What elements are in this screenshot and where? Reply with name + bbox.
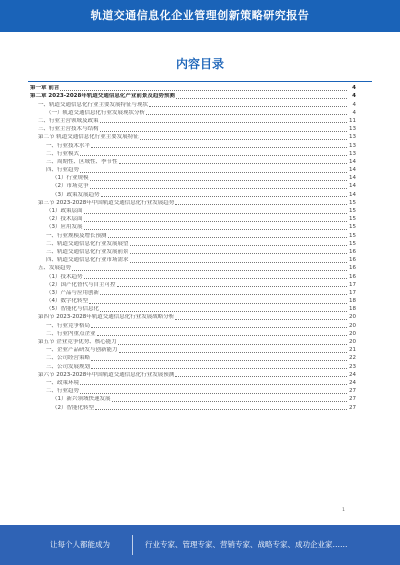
toc-entry-label: 三、轨道交通信息化行业发展前景 <box>46 248 129 255</box>
toc-leader-dots <box>95 409 347 410</box>
toc-entry[interactable] <box>30 321 356 329</box>
toc-leader-dots <box>90 188 348 189</box>
toc-entry-page: 16 <box>349 265 356 272</box>
toc-entry[interactable] <box>30 354 356 362</box>
toc-entry-label: 第二节 轨道交通信息化行业主要发展特征 <box>38 134 139 141</box>
toc-entry[interactable] <box>30 371 356 379</box>
toc-entry[interactable] <box>30 100 356 108</box>
toc-entry[interactable] <box>30 330 356 338</box>
toc-entry-label: 三、公司发展规划 <box>46 363 91 370</box>
toc-leader-dots <box>91 368 347 369</box>
toc-entry-label: （2）市场竞争 <box>52 183 89 190</box>
toc-leader-dots <box>100 294 347 295</box>
toc-entry-label: （3）产品与应用创新 <box>46 289 99 296</box>
toc-entry[interactable] <box>30 84 356 92</box>
toc-entry-label: （一）轨道交通信息化行业发展现状分析 <box>46 109 146 116</box>
toc-entry[interactable] <box>30 346 356 354</box>
toc-entry[interactable] <box>30 109 356 117</box>
toc-leader-dots <box>97 335 347 336</box>
heading-divider <box>28 81 372 82</box>
toc-leader-dots <box>175 204 347 205</box>
toc-entry-page: 4 <box>352 85 356 92</box>
toc-leader-dots <box>119 163 347 164</box>
toc-entry[interactable] <box>30 297 356 305</box>
report-title: 轨道交通信息化企业管理创新策略研究报告 <box>90 9 310 22</box>
toc-entry[interactable] <box>30 158 356 166</box>
toc-entry[interactable] <box>30 264 356 272</box>
toc-entry[interactable] <box>30 166 356 174</box>
toc-entry-page: 4 <box>352 109 356 116</box>
toc-entry-page: 13 <box>349 126 356 133</box>
toc-entry[interactable] <box>30 117 356 125</box>
toc-entry-page: 16 <box>349 248 356 255</box>
toc-entry-label: （3）政策发展趋势 <box>52 191 100 198</box>
toc-entry[interactable] <box>30 281 356 289</box>
toc-entry-page: 13 <box>349 150 356 157</box>
toc-entry-page: 13 <box>349 142 356 149</box>
toc-entry-label: 一、轨道交通信息化行业主要发展特征与现状 <box>38 101 149 108</box>
toc-leader-dots <box>91 327 347 328</box>
toc-entry[interactable] <box>30 231 356 239</box>
toc-entry[interactable] <box>30 248 356 256</box>
toc-leader-dots <box>117 286 347 287</box>
toc-leader-dots <box>60 90 347 91</box>
toc-leader-dots <box>100 122 347 123</box>
toc-entry[interactable] <box>30 174 356 182</box>
toc-leader-dots <box>90 180 348 181</box>
toc-entry[interactable] <box>30 240 356 248</box>
toc-leader-dots <box>175 376 347 377</box>
toc-entry-label: 五、发展趋势 <box>38 265 72 272</box>
toc-entry-label: 四、行业趋势 <box>46 167 80 174</box>
toc-entry-page: 11 <box>349 117 356 124</box>
toc-leader-dots <box>130 245 347 246</box>
toc-entry-page: 20 <box>349 314 356 321</box>
toc-leader-dots <box>84 278 348 279</box>
footer-divider <box>132 535 133 555</box>
toc-entry[interactable] <box>30 362 356 370</box>
toc-leader-dots <box>84 213 348 214</box>
toc-entry-page: 15 <box>349 240 356 247</box>
report-header <box>0 0 400 32</box>
toc-leader-dots <box>130 262 347 263</box>
toc-entry-label: 二、行业模式 <box>46 150 80 157</box>
toc-entry-label: （2）技术层面 <box>46 216 83 223</box>
table-of-contents <box>30 84 356 412</box>
toc-entry[interactable] <box>30 125 356 133</box>
toc-entry-page: 14 <box>349 167 356 174</box>
toc-entry-page: 17 <box>349 289 356 296</box>
toc-entry[interactable] <box>30 313 356 321</box>
toc-entry-page: 27 <box>349 404 356 411</box>
toc-entry-page: 14 <box>349 183 356 190</box>
toc-entry-page: 21 <box>349 347 356 354</box>
toc-leader-dots <box>140 139 347 140</box>
toc-entry-page: 14 <box>349 158 356 165</box>
toc-entry-label: （1）政策层面 <box>46 208 83 214</box>
toc-entry-page: 20 <box>349 339 356 345</box>
toc-entry-page: 16 <box>349 257 356 264</box>
toc-entry-label: （3）应用发展 <box>46 224 83 231</box>
toc-entry-label: （1）新兴领域快速发展 <box>52 396 111 403</box>
toc-entry-label: 第二章 2023-2028年轨道交通信息化产业前景及趋势预测 <box>30 93 175 100</box>
toc-entry-page: 15 <box>349 208 356 214</box>
toc-entry-label: （5）智能化与信息化 <box>46 306 99 313</box>
toc-entry[interactable] <box>30 182 356 190</box>
toc-heading: 内容目录 <box>175 57 224 71</box>
toc-entry-label: 第六节 2023-2028年中国轨道交通信息化行业发展预测 <box>38 371 175 378</box>
toc-leader-dots <box>91 147 347 148</box>
page-number: 1 <box>342 508 345 513</box>
toc-entry-label: 第一章 前言 <box>30 85 60 92</box>
toc-entry-page: 13 <box>349 134 356 141</box>
toc-entry[interactable] <box>30 338 356 346</box>
toc-entry-label: 一、行业竞争格局 <box>46 322 91 329</box>
toc-entry-page: 17 <box>349 281 356 288</box>
toc-leader-dots <box>119 352 347 353</box>
toc-entry-page: 15 <box>349 224 356 231</box>
toc-entry-label: 第四节 2023-2028年轨道交通信息化行业发展战略分析 <box>38 314 175 321</box>
toc-entry-label: 第五节 企业竞争优势、核心能力 <box>38 339 117 345</box>
toc-entry[interactable] <box>30 403 356 411</box>
toc-entry-label: 四、轨道交通信息化行业市场需求 <box>46 257 129 264</box>
toc-entry-page: 20 <box>349 330 356 337</box>
toc-leader-dots <box>100 131 347 132</box>
toc-entry-label: （4）数字化转型 <box>46 298 88 305</box>
toc-leader-dots <box>84 221 348 222</box>
toc-entry-label: 三、周期性、区域性、季节性 <box>46 158 118 165</box>
toc-entry-page: 14 <box>349 191 356 198</box>
toc-entry-label: 二、行业趋势 <box>46 388 80 395</box>
toc-entry-page: 15 <box>349 199 356 206</box>
toc-leader-dots <box>80 172 347 173</box>
toc-entry[interactable] <box>30 92 356 100</box>
footer-tagline: 行业专家、管理专家、营销专家、战略专家、成功企业家…… <box>145 540 348 549</box>
toc-entry[interactable] <box>30 207 356 215</box>
toc-leader-dots <box>130 253 347 254</box>
toc-entry-page: 22 <box>349 355 356 362</box>
toc-entry[interactable] <box>30 150 356 158</box>
toc-entry-page: 4 <box>352 101 356 108</box>
toc-entry-label: 二、行业主营领域及政策 <box>38 117 99 124</box>
toc-entry-label: （2）智能化转型 <box>52 404 94 411</box>
toc-entry[interactable] <box>30 133 356 141</box>
toc-leader-dots <box>146 114 347 115</box>
toc-entry-page: 16 <box>349 273 356 280</box>
toc-entry-page: 14 <box>349 175 356 182</box>
toc-leader-dots <box>80 155 347 156</box>
toc-leader-dots <box>149 106 347 107</box>
toc-leader-dots <box>175 319 347 320</box>
toc-entry[interactable] <box>30 289 356 297</box>
toc-leader-dots <box>100 311 347 312</box>
toc-entry[interactable] <box>30 379 356 387</box>
toc-entry[interactable] <box>30 199 356 207</box>
toc-entry-page: 15 <box>349 216 356 223</box>
footer-slogan: 让每个人都能成为 <box>50 540 110 549</box>
toc-entry[interactable] <box>30 141 356 149</box>
toc-leader-dots <box>91 360 347 361</box>
toc-entry-label: 第三节 2023-2028年中国轨道交通信息化行业发展趋势 <box>38 199 175 206</box>
toc-entry-page: 27 <box>349 388 356 395</box>
toc-entry-label: （2）国产化替代与自主可控 <box>46 281 116 288</box>
toc-entry-page: 27 <box>349 396 356 403</box>
toc-entry-page: 18 <box>349 306 356 313</box>
footer-banner <box>0 525 400 565</box>
toc-entry-label: 一、政策环境 <box>46 379 80 386</box>
toc-leader-dots <box>101 196 348 197</box>
toc-entry[interactable] <box>30 272 356 280</box>
toc-entry-page: 18 <box>349 298 356 305</box>
toc-entry-page: 20 <box>349 322 356 329</box>
toc-leader-dots <box>118 344 347 345</box>
toc-entry-label: （1）技术趋势 <box>46 273 83 280</box>
toc-entry[interactable] <box>30 256 356 264</box>
toc-entry-page: 15 <box>349 232 356 239</box>
toc-entry-label: 二、行业内重点企业 <box>46 330 96 337</box>
toc-entry[interactable] <box>30 387 356 395</box>
toc-entry-label: 一、行业技术水平 <box>46 142 91 149</box>
toc-entry[interactable] <box>30 305 356 313</box>
toc-entry-page: 24 <box>349 379 356 386</box>
toc-entry-page: 24 <box>349 371 356 378</box>
toc-leader-dots <box>89 303 347 304</box>
toc-entry-label: 一、行业规模及增长预测 <box>46 232 107 239</box>
toc-entry-label: 二、公司经营策略 <box>46 355 91 362</box>
toc-leader-dots <box>176 98 347 99</box>
toc-entry-page: 4 <box>352 93 356 100</box>
toc-entry-page: 23 <box>349 363 356 370</box>
toc-leader-dots <box>80 393 347 394</box>
toc-leader-dots <box>84 229 348 230</box>
toc-entry[interactable] <box>30 395 356 403</box>
toc-entry[interactable] <box>30 190 356 198</box>
toc-entry-label: 三、行业主营技术与结构 <box>38 126 99 133</box>
toc-entry-label: （1）行业规模 <box>52 175 89 182</box>
toc-leader-dots <box>108 237 347 238</box>
toc-leader-dots <box>80 384 347 385</box>
toc-leader-dots <box>112 401 347 402</box>
toc-entry[interactable] <box>30 215 356 223</box>
toc-entry-label: 二、轨道交通信息化行业发展展望 <box>46 240 129 247</box>
toc-leader-dots <box>72 270 347 271</box>
toc-entry-label: 一、企业产品研发与创新能力 <box>46 347 118 354</box>
toc-entry[interactable] <box>30 223 356 231</box>
